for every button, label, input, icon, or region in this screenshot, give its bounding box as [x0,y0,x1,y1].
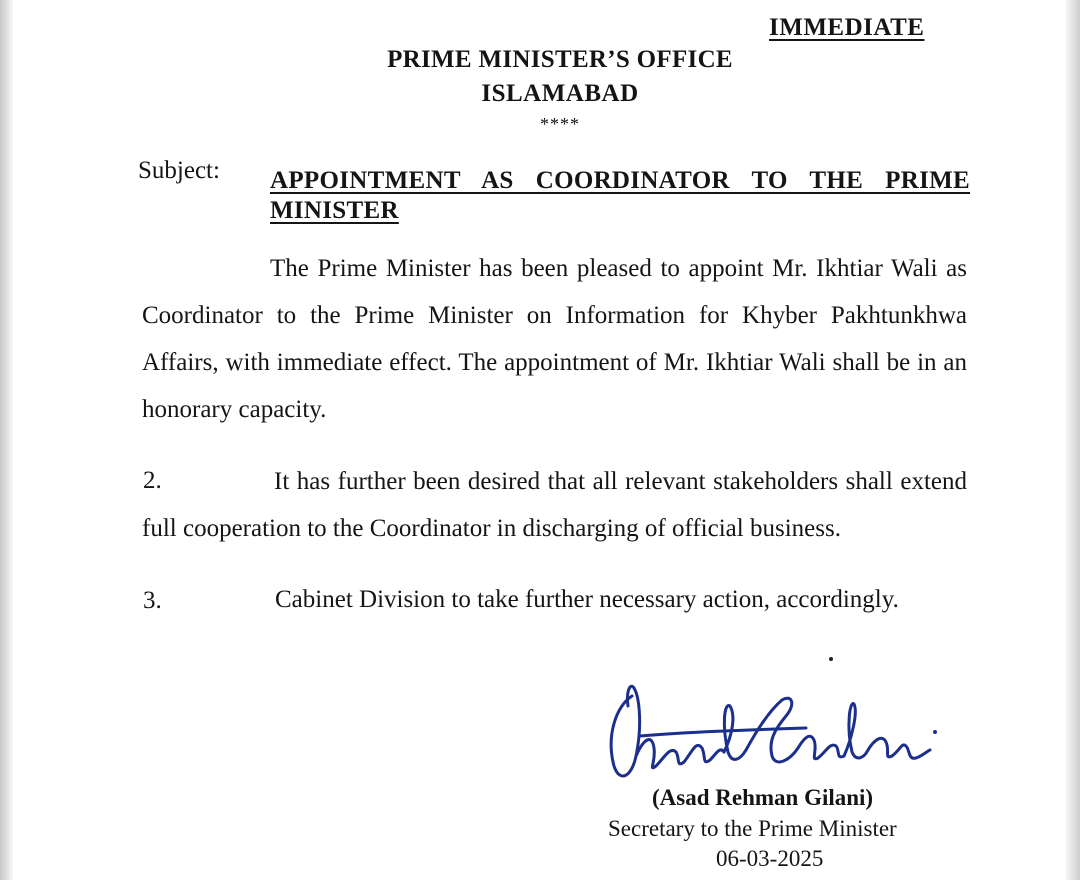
paragraph-3-number: 3. [143,587,162,614]
signatory-title: Secretary to the Prime Minister [608,816,897,841]
heading-separator: **** [540,114,580,134]
handwritten-signature [596,676,941,791]
scan-edge-right [1066,0,1080,880]
scan-edge-left [0,0,13,880]
subject-text: APPOINTMENT AS COORDINATOR TO THE PRIME MINISTER [270,167,970,224]
priority-label: IMMEDIATE [769,14,925,41]
signatory-name: (Asad Rehman Gilani) [652,785,874,810]
paragraph-2-number: 2. [143,467,162,494]
paragraph-1: The Prime Minister has been pleased to appoint Mr. Ikhtiar Wali as Coordinator to the Prime Minister on Information for Khyber Pakhtunkhwa Affairs, with immediate effect. The appointment of Mr. Ikhtiar Wali shall be in an honorary capacity. [142,255,967,423]
city-heading: ISLAMABAD [481,80,639,107]
signatory-date: 06-03-2025 [716,846,824,871]
paragraph-2: It has further been desired that all relevant stakeholders shall extend full cooperation to the Coordinator in discharging of official business. [142,468,967,542]
ink-dot [829,657,833,661]
office-heading: PRIME MINISTER’S OFFICE [387,46,733,73]
subject-label: Subject: [138,157,220,184]
paragraph-3: Cabinet Division to take further necessary action, accordingly. [275,586,899,613]
